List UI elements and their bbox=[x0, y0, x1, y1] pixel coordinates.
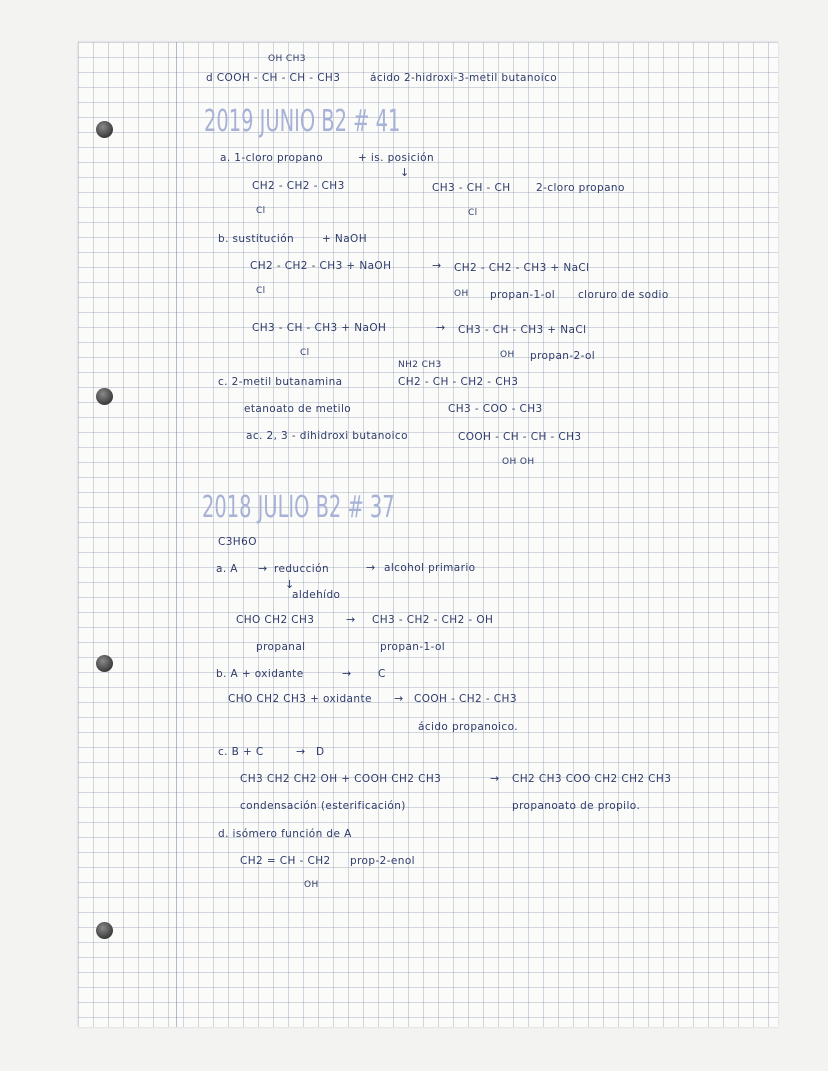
arrow-icon: → bbox=[296, 745, 306, 758]
compound-name: propan-2-ol bbox=[530, 350, 596, 362]
binder-hole bbox=[96, 922, 113, 939]
formula-line: CH3 - CH - CH bbox=[432, 182, 511, 194]
reaction-type: condensación (esterificación) bbox=[240, 800, 406, 812]
formula-substituent: OH bbox=[304, 880, 319, 890]
reaction-right: CH3 - CH2 - CH2 - OH bbox=[372, 614, 494, 626]
section-title-2018: 2018 JULIO B2 # 37 bbox=[202, 490, 395, 525]
item-a-label: a. A bbox=[216, 563, 238, 575]
compound-name: ácido 2-hidroxi-3-metil butanoico bbox=[370, 72, 558, 84]
arrow-icon: → bbox=[258, 562, 268, 575]
formula-line: CH2 - CH2 - CH3 bbox=[252, 180, 345, 192]
formula-line: COOH - CH - CH - CH3 bbox=[458, 431, 582, 443]
reaction-product: C bbox=[378, 668, 386, 680]
reaction-left: CH3 - CH - CH3 + NaOH bbox=[252, 322, 387, 334]
compound-name: 2-cloro propano bbox=[536, 182, 625, 194]
reaction-left: CHO CH2 CH3 + oxidante bbox=[228, 693, 372, 705]
reaction-product: alcohol primario bbox=[384, 562, 476, 574]
item-c-label: c. 2-metil butanamina bbox=[218, 376, 343, 388]
arrow-icon: → bbox=[342, 667, 352, 680]
arrow-icon: → bbox=[436, 321, 446, 334]
reaction-product: D bbox=[316, 746, 325, 758]
compound-name: propanoato de propilo. bbox=[512, 800, 641, 812]
formula-substituent: OH bbox=[454, 289, 469, 299]
reaction-left: CH2 - CH2 - CH3 + NaOH bbox=[250, 260, 392, 272]
compound-name: etanoato de metilo bbox=[244, 403, 352, 415]
reaction-left: CH3 CH2 CH2 OH + COOH CH2 CH3 bbox=[240, 773, 442, 785]
formula-substituents: NH2 CH3 bbox=[398, 360, 442, 370]
item-a-label: a. 1-cloro propano bbox=[220, 152, 324, 164]
binder-hole bbox=[96, 121, 113, 138]
item-b-label: b. sustitución bbox=[218, 233, 295, 245]
reaction-right: COOH - CH2 - CH3 bbox=[414, 693, 517, 705]
compound-name: prop-2-enol bbox=[350, 855, 415, 867]
compound-name: propan-1-ol bbox=[380, 641, 446, 653]
grid-paper-sheet bbox=[78, 42, 778, 1027]
arrow-icon: → bbox=[490, 772, 500, 785]
formula-line: CH2 = CH - CH2 bbox=[240, 855, 331, 867]
compound-name: propan-1-ol bbox=[490, 289, 556, 301]
reaction-right: CH3 - CH - CH3 + NaCl bbox=[458, 324, 587, 336]
item-b-reagent: + NaOH bbox=[322, 233, 367, 245]
binder-hole bbox=[96, 655, 113, 672]
formula-line: CH2 - CH - CH2 - CH3 bbox=[398, 376, 519, 388]
molecular-formula: C3H6O bbox=[218, 536, 257, 548]
arrow-icon: → bbox=[366, 561, 376, 574]
item-c-label: c. B + C bbox=[218, 746, 264, 758]
arrow-icon: → bbox=[432, 259, 442, 272]
reaction-note: aldehído bbox=[292, 589, 341, 601]
compound-name: propanal bbox=[256, 641, 306, 653]
formula-substituents: OH CH3 bbox=[268, 54, 306, 64]
compound-name: ácido propanoico. bbox=[418, 721, 518, 733]
arrow-icon: ↓ bbox=[285, 578, 295, 591]
formula-substituent: Cl bbox=[256, 206, 266, 216]
item-d-label: d. isómero función de A bbox=[218, 828, 352, 840]
compound-name: cloruro de sodio bbox=[578, 289, 669, 301]
section-title-2019: 2019 JUNIO B2 # 41 bbox=[204, 104, 401, 139]
formula-line: CH3 - COO - CH3 bbox=[448, 403, 543, 415]
margin-line bbox=[176, 42, 177, 1027]
compound-name: ac. 2, 3 - dihidroxi butanoico bbox=[246, 430, 408, 442]
formula-substituent: Cl bbox=[256, 286, 266, 296]
reaction-left: CHO CH2 CH3 bbox=[236, 614, 315, 626]
arrow-icon: → bbox=[346, 613, 356, 626]
reaction-right: CH2 CH3 COO CH2 CH2 CH3 bbox=[512, 773, 672, 785]
formula-substituents: OH OH bbox=[502, 457, 535, 467]
reaction-right: CH2 - CH2 - CH3 + NaCl bbox=[454, 262, 590, 274]
item-a-note: + is. posición bbox=[358, 152, 435, 164]
binder-hole bbox=[96, 388, 113, 405]
item-b-label: b. A + oxidante bbox=[216, 668, 304, 680]
arrow-icon: → bbox=[394, 692, 404, 705]
formula-substituent: Cl bbox=[468, 208, 478, 218]
reaction-step: reducción bbox=[274, 563, 330, 575]
arrow-icon: ↓ bbox=[400, 166, 410, 179]
formula-substituent: Cl bbox=[300, 348, 310, 358]
formula-substituent: OH bbox=[500, 350, 515, 360]
formula-line: d COOH - CH - CH - CH3 bbox=[206, 72, 341, 84]
